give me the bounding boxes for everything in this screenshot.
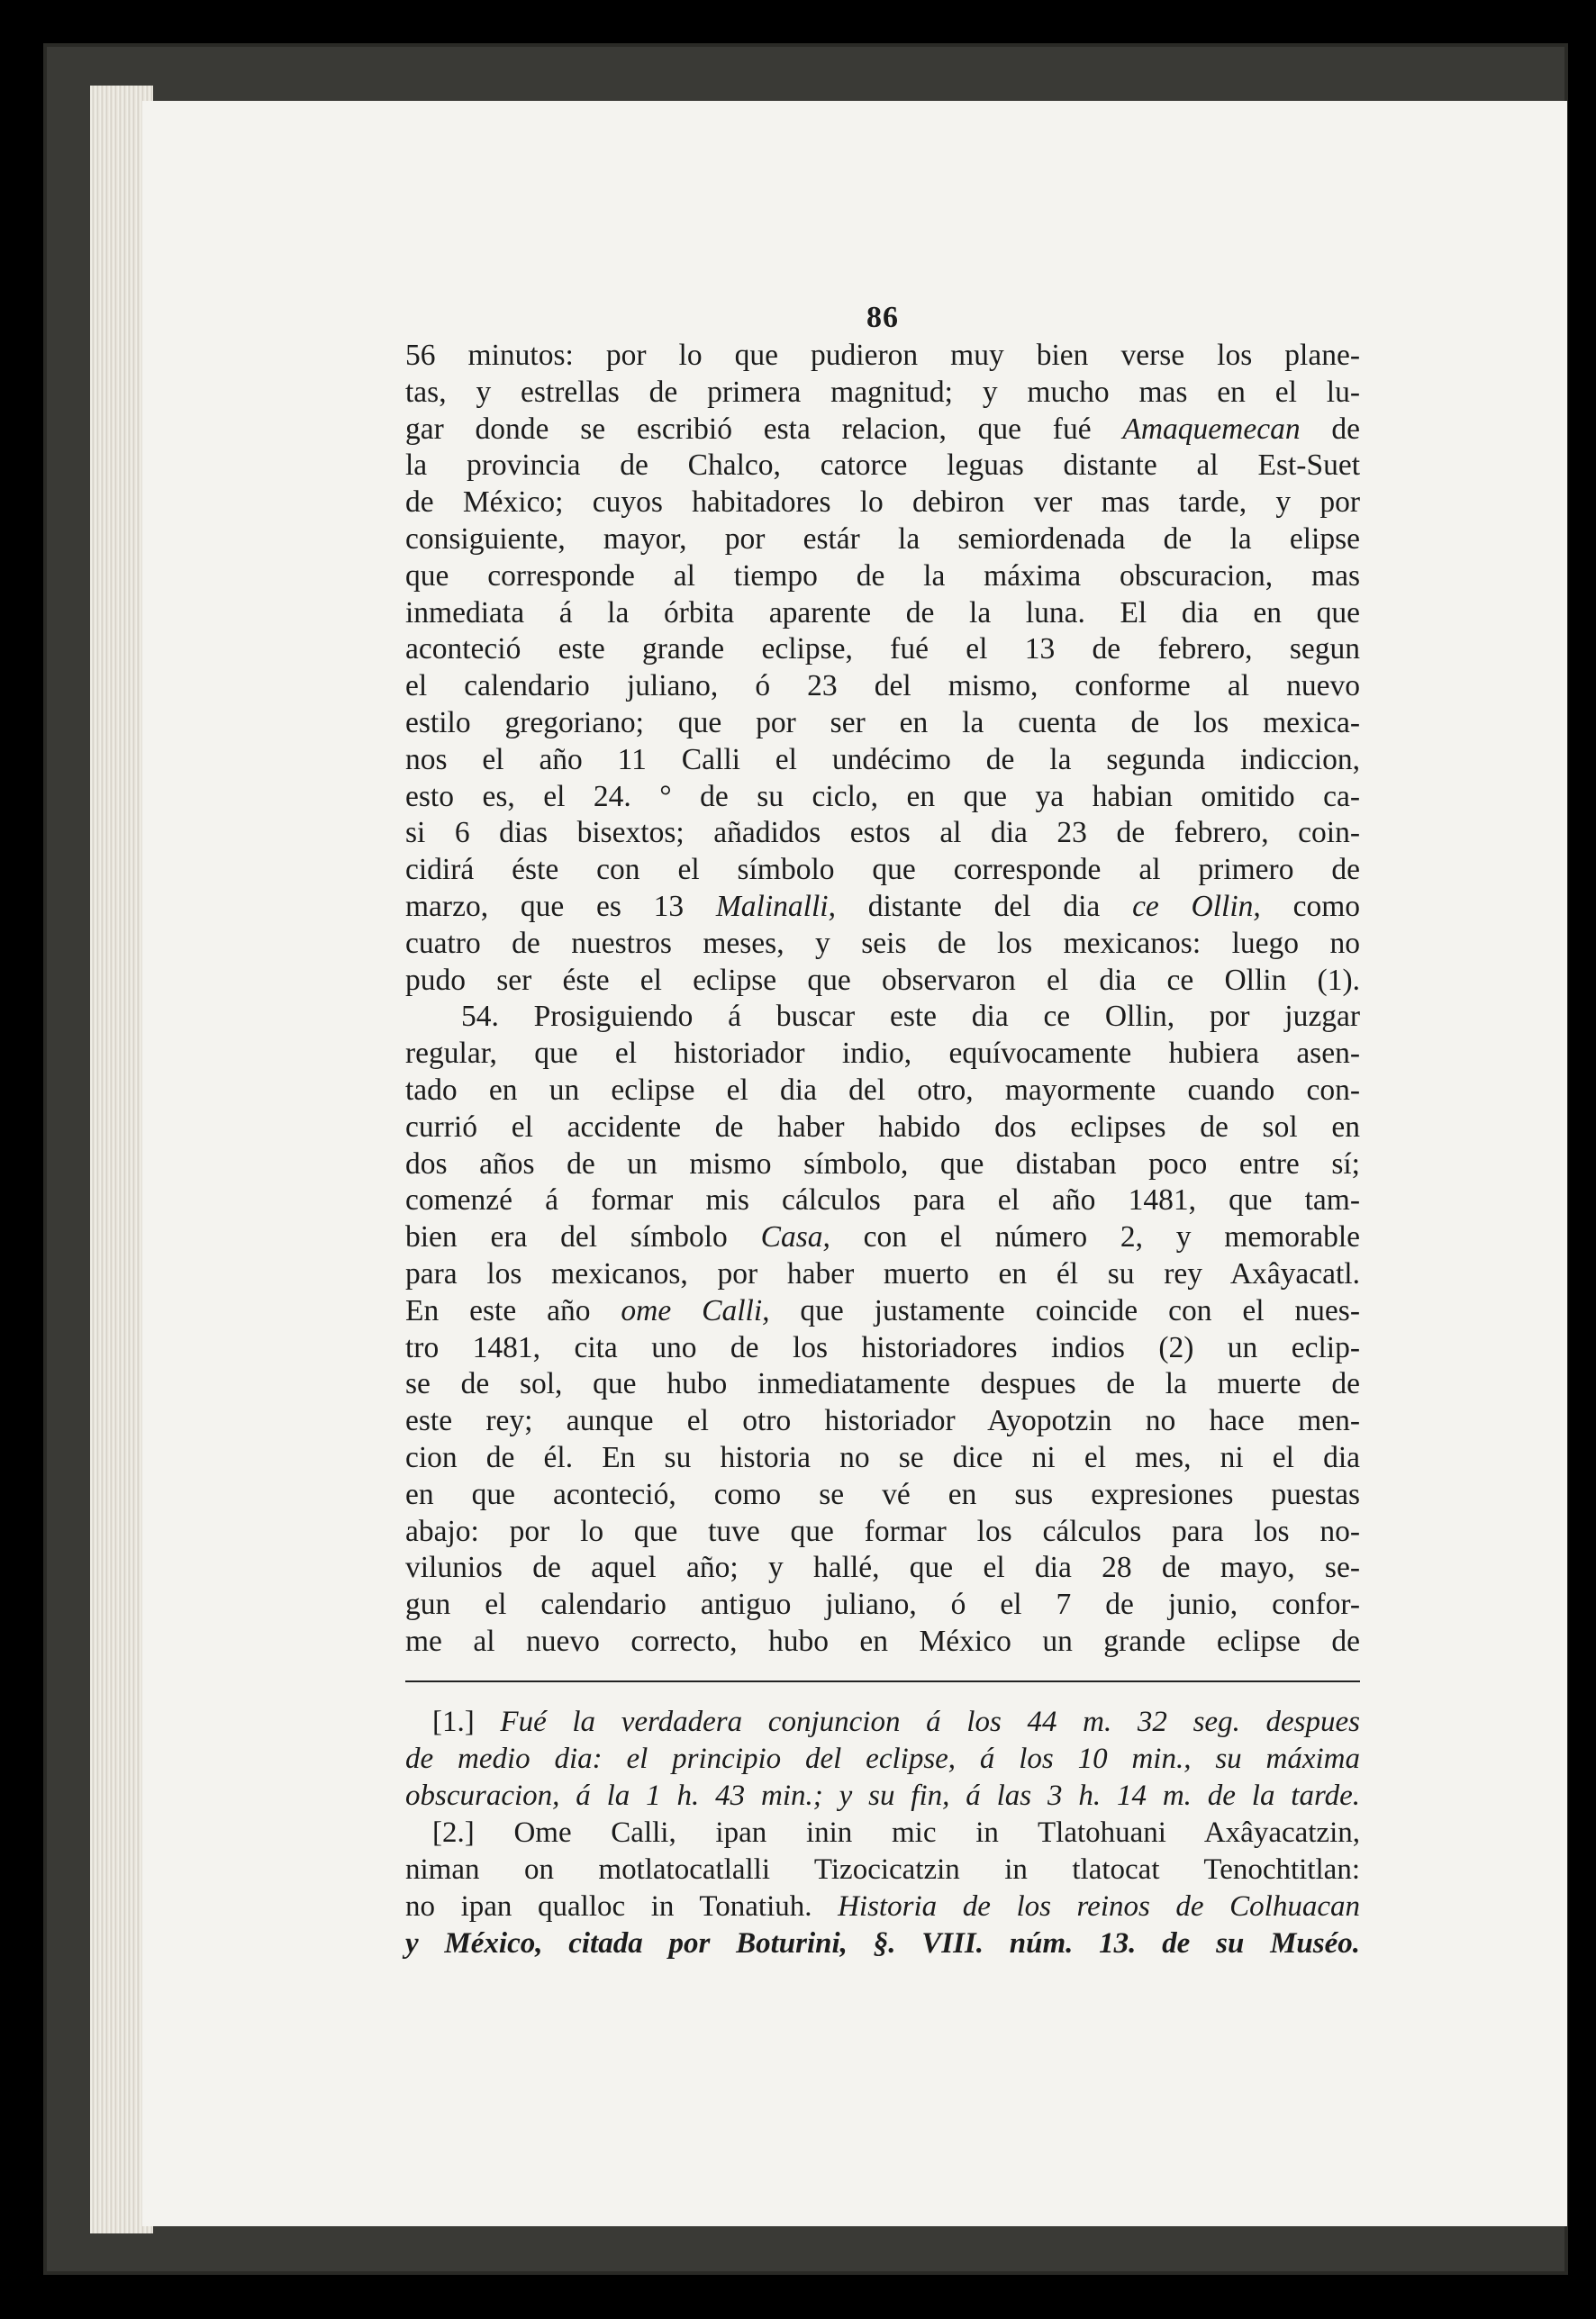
text-line: En este año ome Calli, que justamente coincide con el nues- (405, 1293, 1360, 1327)
text-line: gun el calendario antiguo juliano, ó el 7 de junio, confor- (405, 1588, 1360, 1622)
text-line: dos años de un mismo símbolo, que distaban poco entre sí; (405, 1146, 1360, 1181)
text-line: que corresponde al tiempo de la máxima obscuracion, mas (405, 558, 1360, 593)
text-line: cuatro de nuestros meses, y seis de los mexicanos: luego no (405, 926, 1360, 960)
footnote-line: [2.] Ome Calli, ipan inin mic in Tlatohuani Axâyacatzin, (432, 1816, 1360, 1849)
text-line: este rey; aunque el otro historiador Ayopotzin no hace men- (405, 1404, 1360, 1438)
text-line: para los mexicanos, por haber muerto en él su rey Axâyacatl. (405, 1256, 1360, 1291)
text-line: el calendario juliano, ó 23 del mismo, conforme al nuevo (405, 669, 1360, 703)
footnote-line: de medio dia: el principio del eclipse, á los 10 min., su máxima (405, 1742, 1360, 1775)
text-line: cion de él. En su historia no se dice ni el mes, ni el dia (405, 1440, 1360, 1474)
body-text (405, 338, 1360, 1661)
text-line: marzo, que es 13 Malinalli, distante del dia ce Ollin, como (405, 889, 1360, 923)
text-line: pudo ser éste el eclipse que observaron el dia ce Ollin (1). (405, 963, 1360, 997)
text-line: esto es, el 24. ° de su ciclo, en que ya habian omitido ca- (405, 779, 1360, 813)
text-line: bien era del símbolo Casa, con el número 2, y memorable (405, 1220, 1360, 1255)
text-line: abajo: por lo que tuve que formar los cálculos para los no- (405, 1514, 1360, 1548)
text-line: vilunios de aquel año; y hallé, que el dia 28 de mayo, se- (405, 1551, 1360, 1585)
text-line: tado en un eclipse el dia del otro, mayormente cuando con- (405, 1073, 1360, 1107)
footnotes (405, 1704, 1360, 1962)
text-line: la provincia de Chalco, catorce leguas distante al Est-Suet (405, 448, 1360, 483)
text-line: comenzé á formar mis cálculos para el año 1481, que tam- (405, 1183, 1360, 1218)
page-content (405, 302, 1360, 1962)
page-number: 86 (866, 301, 899, 334)
footnote-line: [1.] Fué la verdadera conjuncion á los 44 m. 32 seg. despues (432, 1705, 1360, 1738)
text-line: gar donde se escribió esta relacion, que fué Amaquemecan de (405, 412, 1360, 446)
text-line: 56 minutos: por lo que pudieron muy bien verse los plane- (405, 339, 1360, 372)
text-line: me al nuevo correcto, hubo en México un grande eclipse de (405, 1624, 1360, 1658)
text-line: tro 1481, cita uno de los historiadores indios (2) un eclip- (405, 1330, 1360, 1364)
text-line: nos el año 11 Calli el undécimo de la segunda indiccion, (405, 742, 1360, 776)
text-line: currió el accidente de haber habido dos eclipses de sol en (405, 1110, 1360, 1144)
text-line: cidirá éste con el símbolo que corresponde al primero de (405, 853, 1360, 887)
text-line: consiguiente, mayor, por estár la semiordenada de la elipse (405, 521, 1360, 556)
text-line: regular, que el historiador indio, equívocamente hubiera asen- (405, 1037, 1360, 1071)
text-line: de México; cuyos habitadores lo debiron ver mas tarde, y por (405, 485, 1360, 520)
footnote-line: no ipan qualloc in Tonatiuh. Historia de los reinos de Colhuacan (405, 1889, 1360, 1923)
footnote-line: y México, citada por Boturini, §. VIII. núm. 13. de su Muséo. (405, 1926, 1360, 1960)
footnote-line: obscuracion, á la 1 h. 43 min.; y su fin, á las 3 h. 14 m. de la tarde. (405, 1779, 1360, 1812)
text-line: si 6 dias bisextos; añadidos estos al dia 23 de febrero, coin- (405, 816, 1360, 850)
text-line: se de sol, que hubo inmediatamente despues de la muerte de (405, 1367, 1360, 1401)
text-line: 54. Prosiguiendo á buscar este dia ce Ollin, por juzgar (461, 1000, 1360, 1034)
text-line: tas, y estrellas de primera magnitud; y mucho mas en el lu- (405, 375, 1360, 409)
text-line: inmediata á la órbita aparente de la luna. El dia en que (405, 595, 1360, 630)
text-line: aconteció este grande eclipse, fué el 13 de febrero, segun (405, 632, 1360, 666)
footnote-line: niman on motlatocatlalli Tizocicatzin in tlatocat Tenochtitlan: (405, 1852, 1360, 1886)
text-line: estilo gregoriano; que por ser en la cuenta de los mexica- (405, 705, 1360, 739)
footnote-separator (405, 1680, 1360, 1682)
text-line: en que aconteció, como se vé en sus expresiones puestas (405, 1477, 1360, 1511)
